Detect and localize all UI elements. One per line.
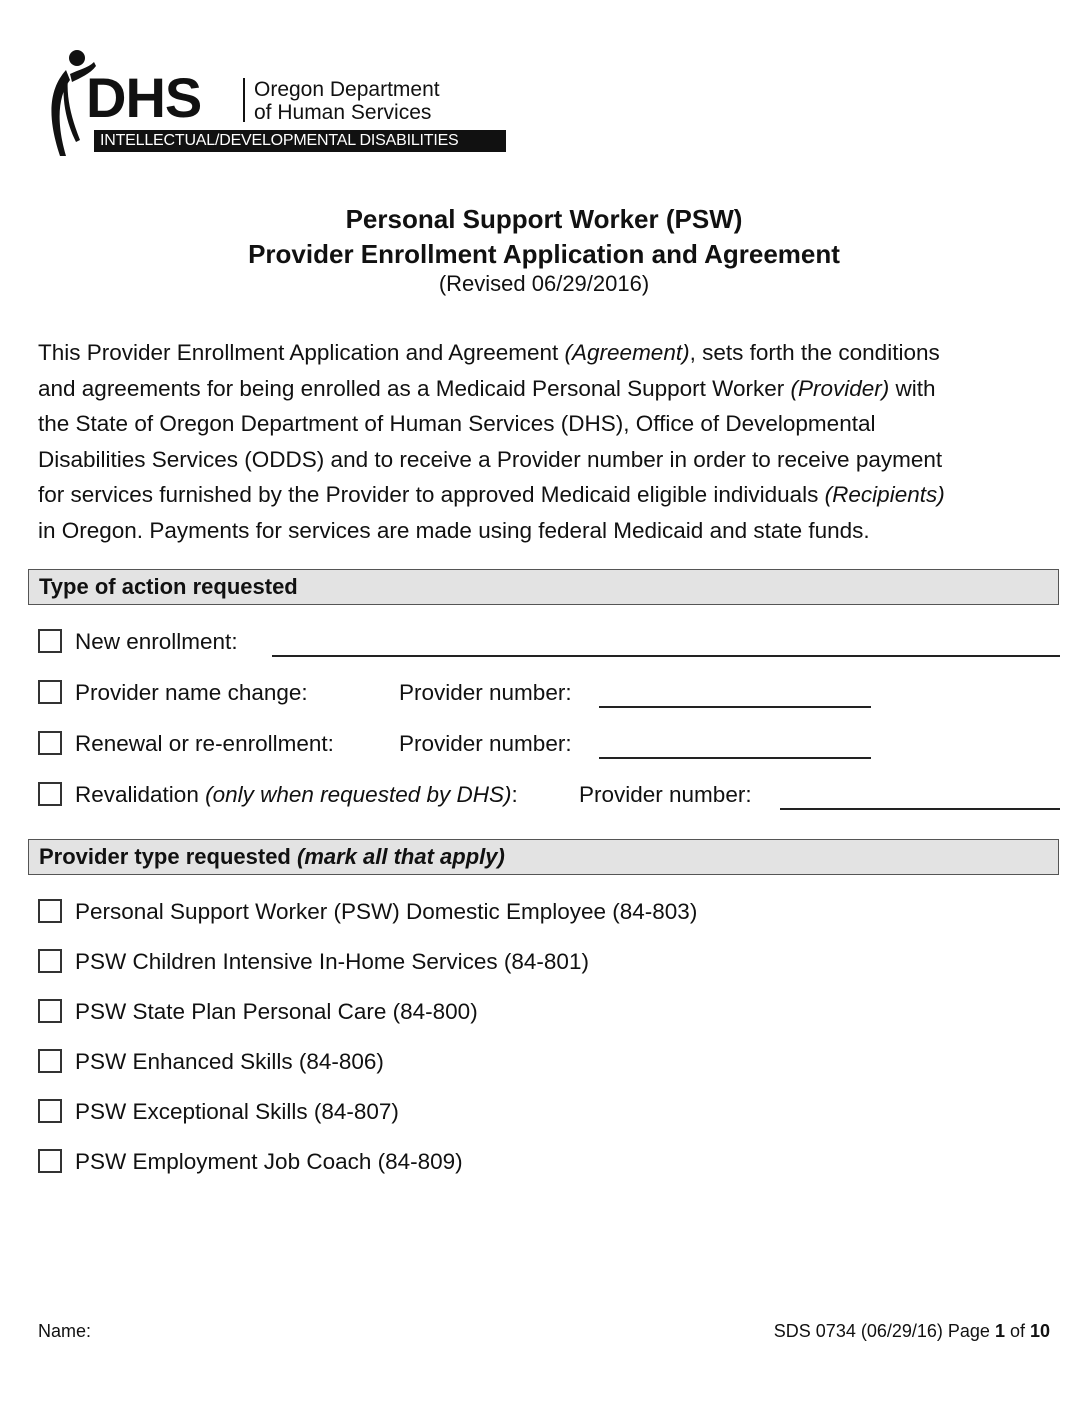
field-provider-number-renewal[interactable] [599,757,871,759]
checkbox-provider-type[interactable] [38,999,62,1023]
option-row [38,1097,938,1127]
checkbox-new-enrollment[interactable] [38,629,62,653]
option-row [38,1047,938,1077]
label-revalidation: Revalidation (only when requested by DHS): [75,782,518,807]
label-provider-number: Provider number: [399,731,572,756]
option-row [38,897,938,927]
logo-divider [243,78,245,122]
intro-line: Disabilities Services (ODDS) and to receive a Provider number in order to receive payment [38,446,943,472]
checkbox-provider-type[interactable] [38,1099,62,1123]
checkbox-provider-type[interactable] [38,1049,62,1073]
intro-line: and agreements for being enrolled as a Medicaid Personal Support Worker (Provider) with [38,375,936,401]
intro-line: in Oregon. Payments for services are made using federal Medicaid and state funds. [38,517,870,543]
option-label: Personal Support Worker (PSW) Domestic Employee (84-803) [75,899,698,924]
intro-paragraph [38,335,1058,548]
label-provider-number: Provider number: [579,782,752,807]
checkbox-provider-type[interactable] [38,899,62,923]
label-new-enrollment: New enrollment: [75,629,238,654]
row-name-change [38,678,878,708]
option-label: PSW State Plan Personal Care (84-800) [75,999,478,1024]
field-new-enrollment[interactable] [272,655,1060,657]
label-renewal: Renewal or re-enrollment: [75,731,334,756]
footer-form-id: SDS 0734 (06/29/16) Page 1 of 10 [773,1321,1050,1341]
option-row [38,997,938,1027]
form-title-line2: Provider Enrollment Application and Agreement [248,239,840,269]
option-row [38,947,938,977]
checkbox-provider-type[interactable] [38,949,62,973]
logo-abbrev: DHS [86,66,202,129]
page-total: 10 [1029,1321,1050,1341]
field-provider-number-name-change[interactable] [599,706,871,708]
option-label: PSW Children Intensive In-Home Services (84-801) [75,949,589,974]
logo-org-line1: Oregon Department [254,78,440,101]
row-revalidation [38,780,1060,810]
footer-name-label: Name: [38,1321,92,1341]
section-header-action: Type of action requested [28,569,1059,605]
option-row [38,1147,938,1177]
checkbox-name-change[interactable] [38,680,62,704]
checkbox-revalidation[interactable] [38,782,62,806]
option-label: PSW Enhanced Skills (84-806) [75,1049,384,1074]
row-new-enrollment [38,627,1060,657]
intro-line: for services furnished by the Provider to approved Medicaid eligible individuals (Recipients) [38,482,945,507]
section-header-provider-type: Provider type requested (mark all that apply) [28,839,1059,875]
form-title-line1: Personal Support Worker (PSW) [345,204,743,234]
logo-division-band: INTELLECTUAL/DEVELOPMENTAL DISABILITIES [94,130,506,152]
page-current: 1 [994,1321,1005,1341]
intro-line: the State of Oregon Department of Human Services (DHS), Office of Developmental [38,411,876,436]
label-name-change: Provider name change: [75,680,308,705]
label-provider-number: Provider number: [399,680,572,705]
row-renewal [38,729,878,759]
logo-org-line2: of Human Services [254,101,432,124]
option-label: PSW Employment Job Coach (84-809) [75,1149,463,1174]
checkbox-provider-type[interactable] [38,1149,62,1173]
option-label: PSW Exceptional Skills (84-807) [75,1099,399,1124]
intro-line: This Provider Enrollment Application and Agreement (Agreement), sets forth the conditions [38,340,940,365]
revision-date: (Revised 06/29/2016) [438,271,650,296]
checkbox-renewal[interactable] [38,731,62,755]
dhs-logo [36,48,506,163]
field-provider-number-revalidation[interactable] [780,808,1060,810]
